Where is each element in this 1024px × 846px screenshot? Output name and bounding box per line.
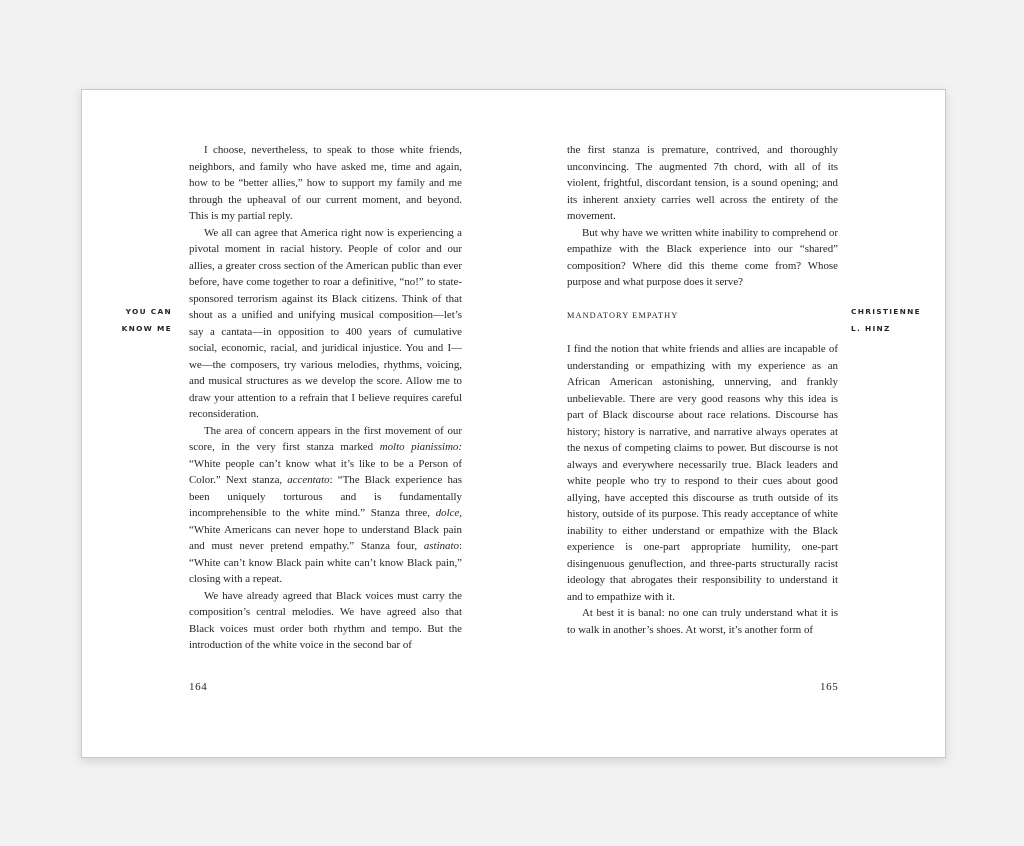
italic-term: accentato [287, 474, 330, 486]
section-heading: MANDATORY EMPATHY [567, 310, 679, 320]
text-run: The area of concern appears in the first movement of our score, in the very first stanza marked [189, 424, 462, 453]
paragraph: But why have we written white inability to comprehend or empathize with the Black experience into our “shared” composition? Where did this theme come from? Whose purpose and what purpose does it serve? [567, 226, 838, 288]
running-head-right [851, 304, 931, 337]
right-page-body [567, 142, 838, 638]
paragraph: I choose, nevertheless, to speak to those white friends, neighbors, and family who have asked me, time and again, how to be “better allies,” how to support my family and me through the upheaval of our current moment, and beyond. This is my partial reply. [189, 144, 462, 222]
running-head-left-line: YOU CAN [125, 307, 172, 316]
paragraph: I find the notion that white friends and allies are incapable of understanding or empathizing with my experience as an African American astonishing, unnerving, and frankly unbelievable. There are very good reasons why this idea is part of Black discourse about race relations. Discourse has history; history is narrative, and narrative always operates at the nexus of competing claims to power. But discourse is not always and everywhere necessarily true. Black leaders and white people who try to respond to their cues about good allying, have accepted this discourse as truth outside of its history, outside of its purpose. This ready acceptance of white inability to either understand or empathize with the Black experience is one-part appropriate humility, one-part disingenuous genuflection, and three-parts structurally racist ideology that abrogates their responsibility to understand it and to empathize with it. [567, 343, 838, 603]
text-run: : “The Black experience has been uniquely torturous and is fundamentally incomprehensible to the white mind.” Stanza three, [189, 474, 462, 519]
text-run: “White people can’t know what it’s like to be a Person of Color.” Next stanza, [189, 457, 462, 486]
italic-term: astinato [423, 540, 459, 552]
text-run: “White Americans can never hope to understand Black pain and must never pretend empathy.” Stanza four, [189, 523, 462, 552]
page-number-left: 164 [189, 681, 208, 693]
paragraph: the first stanza is premature, contrived, and thoroughly unconvincing. The augmented 7th chord, with all of its violent, frightful, discordant tension, is a sound opening; and its inherent anxiety carries well across the entirety of the movement. [567, 144, 838, 222]
italic-term: molto pianissimo: [379, 441, 463, 453]
running-head-left-line: KNOW ME [121, 323, 172, 333]
page-number-right: 165 [820, 681, 839, 693]
paragraph: At best it is banal: no one can truly understand what it is to walk in another’s shoes. At worst, it’s another form of [567, 607, 838, 636]
text-run: : “White can’t know Black pain white can’t know Black pain,” closing with a repeat. [189, 540, 462, 585]
book-spread [81, 89, 946, 758]
left-page-body [189, 142, 462, 654]
paragraph [189, 423, 462, 588]
running-head-right-line: CHRISTIENNE [851, 307, 921, 316]
running-head-left [112, 304, 172, 337]
paragraph: We all can agree that America right now is experiencing a pivotal moment in racial history. People of color and our allies, a greater cross section of the American public than ever before, have come together to roar a definitive, “no!” to state-sponsored terrorism against its Black citizens. Think of that shout as a unified and unifying musical composition—let’s say a cantata—in opposition to 400 years of cumulative social, economic, racial, and juridical injustice. You and I—we—the composers, try various melodies, rhythms, voicing, and musical structures as we develop the score. Allow me to draw your attention to a refrain that I believe requires careful reconsideration. [189, 226, 462, 420]
running-head-right-line: L. HINZ [851, 323, 891, 333]
italic-term: dolce, [435, 507, 462, 519]
paragraph: We have already agreed that Black voices must carry the composition’s central melodies. We have agreed also that Black voices must order both rhythm and tempo. But the introduction of the white voice in the second bar of [189, 589, 462, 651]
